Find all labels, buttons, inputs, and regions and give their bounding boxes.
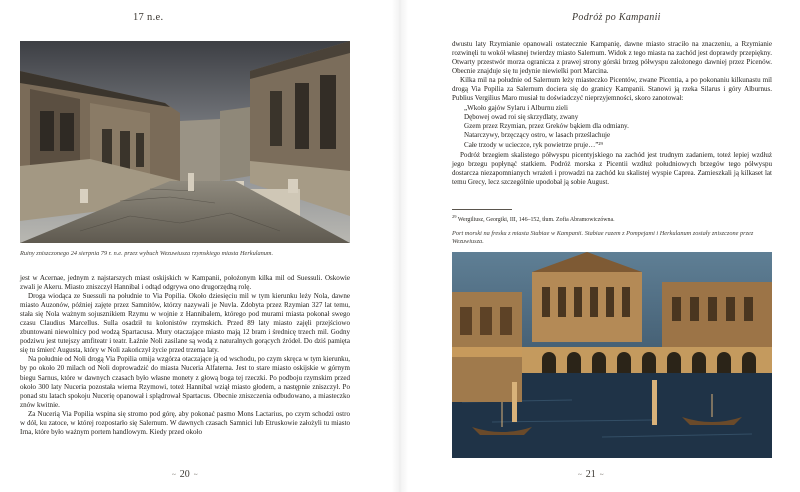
herculaneum-photo-illustration: [20, 41, 350, 243]
running-head-right: Podróż po Kampanii: [572, 12, 661, 23]
footnote-number: 29: [452, 214, 457, 219]
stabiae-fresco-image: [452, 252, 772, 458]
verse-line: Gzem przez Rzymian, przez Greków bąkiem dla odmiany.: [464, 122, 629, 131]
verse-line: Całe trzody w ucieczce, ryk powietrze pruje…”²⁹: [464, 140, 603, 149]
right-body-text: [452, 40, 772, 187]
verse-line: „Wkoło gajów Sylaru i Alburnu zieli: [464, 104, 568, 113]
folio-ornament-right-icon: ~: [599, 470, 604, 479]
paragraph: Podróż brzegiem skalistego półwyspu picentyjskiego na zachód jest trudnym zadaniem, toteż lepiej wzdłuż jego brzegu popłynąć statkiem. Podróż morska z Picentii wzdłuż południowych brzegów tego półwyspu dostarcza niezapomnianych wrażeń i prowadzi na zachód ku skalistej wyspie Caprea. Zamieszkali ją kilkaset lat temu Grecy, lecz szczególnie upodobał ją sobie August.: [452, 150, 772, 186]
running-head-left: 17 n.e.: [133, 12, 164, 23]
photo-caption: Ruiny zniszczonego 24 sierpnia 79 r. n.e. przez wybuch Wezuwiusza rzymskiego miasta Herkulanum.: [20, 250, 274, 257]
verse-line: Dębowej owad roi się skrzydlaty, zwany: [464, 113, 579, 122]
paragraph: Kilka mil na południe od Salernum leży miasteczko Picentów, zwane Picentia, a po pokonaniu kilkunastu mil drogą Via Popilia za Salernum dociera się do granicy Kampanii. Stanowi ją rzeka Silarus i góry Alburnus. Publius Vergilius Maro musiał tu doświadczyć nieprzyjemności, skoro zanotował:: [452, 76, 772, 103]
paragraph: Droga wiodąca ze Suessuli na południe to Via Popilia. Około dziesięciu mil w tym kierunku leży Nola, dawne miasto Auzonów, później zajęte przez Samnitów, którzy nazywali je Nuvla. Zdobyta przez Rzymian 327 lat temu, stała się Nola ważnym sojusznikiem Rzymu w wojnie z Hannibalem, którego pod murami miasta pokonał swego czasu Claudius Marcellus. Sulla osadził tu kolonistów rzymskich. Przed 89 laty miasto zajęli przejściowo zbuntowani niewolnicy pod wodzą Spartacusa. Mury otaczające miasto mają 12 bram i średnicę trzech mil. Godny podziwu jest tutejszy amfiteatr i teatr. Łaźnie Noli zasilane są wodą z naturalnych gorących źródeł. Do dziś pamięta się tu śmierć Augusta, który w Noli zakończył życie przed trzema laty.: [20, 292, 350, 355]
right-page: [404, 0, 800, 492]
footnote-text: Wergiliusz, Georgiki, III, 146–152, tłum. Zofia Abramowiczówna.: [457, 216, 615, 223]
folio-ornament-right-icon: ~: [193, 470, 198, 479]
left-page: [0, 0, 396, 492]
footnote-rule: [452, 209, 512, 210]
footnote: [452, 213, 772, 224]
paragraph: Za Nucerią Via Popilia wspina się stromo pod górę, aby pokonać pasmo Mons Lactarius, po czym schodzi ostro w dół, ku zatoce, w której rozpostarło się Salernum. W dawnych czasach Samnici lub Etruskowie założyli tu miasto Irna, które było ważnym portem handlowym. Kiedy przed około: [20, 409, 350, 436]
verse-quotation: [464, 104, 772, 149]
paragraph: jest w Acernae, jednym z najstarszych miast oskijskich w Kampanii, położonym kilka mil od Suessuli. Oskowie zwali je Akeru. Miasto zniszczył Hannibal i odtąd odgrywa ono drugorzędną rolę.: [20, 274, 350, 292]
verse-line: Natarczywy, brzęczący ostro, w lasach prześlachuje: [464, 131, 611, 140]
stabiae-fresco-illustration: [452, 252, 772, 458]
folio-ornament-left-icon: ~: [578, 470, 582, 479]
folio-ornament-left-icon: ~: [172, 470, 176, 479]
paragraph: Na południe od Noli drogą Via Popilia omija wzgórza otaczające ją od wschodu, po czym skręca w tym kierunku, by po około 20 milach od Noli doprowadzić do miasta Nuceria Alfaterna. Jest to stare miasto oskijskie w górnym biegu Sarnus, które w dawnych czasach było własne monety z głową boga tej rzeczki. Po podboju rzymskim przed około 300 laty Nuceria pozostała wierna Rzymowi, toteż Hannibal wziął miasto głodem, a następnie zniszczył. Po ponad stu latach spokoju Nucerię opanował i splądrował Spartacus. Obecnie zniszczenia odbudowano, a miasteczko znów kwitnie.: [20, 355, 350, 409]
paragraph: dwustu laty Rzymianie opanowali ostatecznie Kampanię, dawne miasto straciło na znaczeniu, a Rzymianie rozwinęli tu wokół własnej twierdzy miasto Salernum. Widok z tego miasta na zachód jest doprawdy przepiękny. Otwarty przestwór morza ogranicza z prawej strony górski brzeg półwyspu założonego dawniej przez Picenów. Obecnie znajduje się tu jedynie niewielki port Marcina.: [452, 40, 772, 76]
left-body-text: [20, 274, 350, 437]
folio-number: 21: [585, 469, 596, 480]
page-number-left: [168, 469, 202, 480]
fresco-caption: Port morski na fresku z miasta Stabiae w Kampanii. Stabiae razem z Pompejami i Herkulanum zostały zniszczone przez Wezuwiusza.: [452, 230, 754, 246]
page-number-right: [574, 469, 608, 480]
folio-number: 20: [179, 469, 190, 480]
herculaneum-photo: [20, 41, 350, 243]
